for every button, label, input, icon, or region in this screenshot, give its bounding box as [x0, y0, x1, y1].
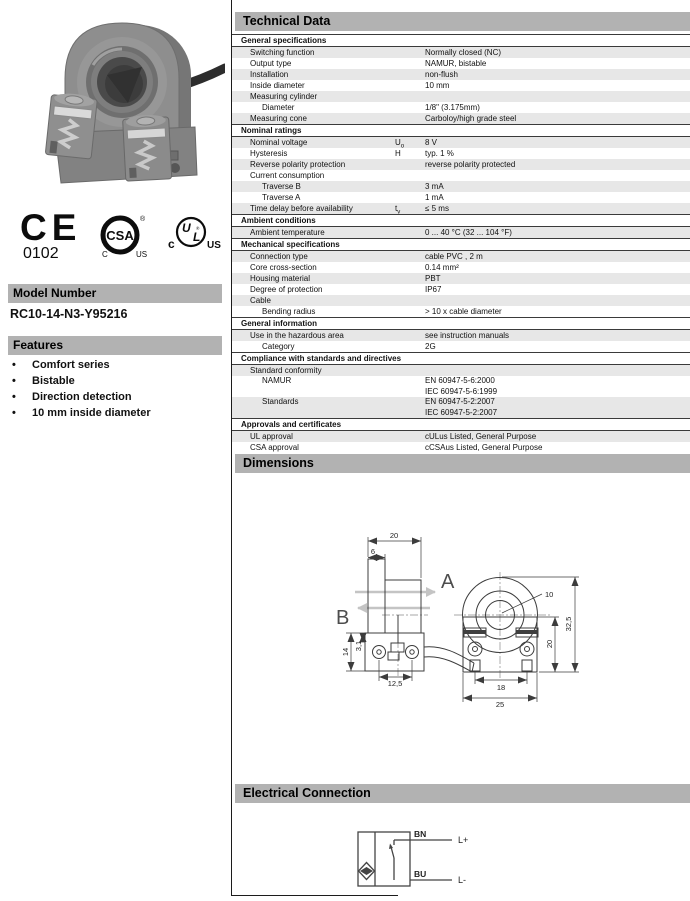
svg-text:®: ® — [140, 216, 146, 223]
spec-row — [232, 273, 690, 284]
traverse-b-label: B — [336, 607, 350, 629]
spec-label: Switching function — [250, 48, 315, 57]
spec-label: Diameter — [262, 103, 295, 112]
spec-row — [232, 306, 690, 317]
dim-base-width: 25 — [495, 700, 505, 709]
spec-label: Degree of protection — [250, 285, 323, 294]
spec-label: Measuring cylinder — [250, 92, 318, 101]
traverse-arrows — [355, 592, 435, 608]
dim-slot-height: 3,1 — [354, 640, 363, 652]
spec-symbol: H — [395, 149, 401, 158]
spec-row — [232, 431, 690, 442]
clamp-block-left — [45, 92, 97, 159]
spec-value: 10 mm — [425, 81, 450, 90]
spec-value: typ. 1 % — [425, 149, 454, 158]
dim-total-height: 32,5 — [564, 616, 573, 632]
spec-row — [232, 442, 690, 453]
spec-value: 2G — [425, 342, 436, 351]
spec-label: Measuring cone — [250, 114, 307, 123]
spec-row — [232, 102, 690, 113]
technical-data-header: Technical Data — [235, 12, 690, 31]
spec-label: Use in the hazardous area — [250, 331, 344, 340]
spec-section-header: Approvals and certificates — [232, 418, 690, 431]
spec-row — [232, 148, 690, 159]
side-view-outline — [365, 559, 474, 672]
spec-row — [232, 80, 690, 91]
svg-text:US: US — [136, 250, 148, 259]
spec-section-header: General information — [232, 317, 690, 330]
spec-row — [232, 203, 690, 214]
spec-label: Core cross-section — [250, 263, 317, 272]
spec-row — [232, 170, 690, 181]
electrical-connection-header: Electrical Connection — [235, 784, 690, 803]
spec-label: Housing material — [250, 274, 311, 283]
spec-value: reverse polarity protected — [425, 160, 516, 169]
wiring-diagram — [348, 824, 488, 899]
spec-label: Hysteresis — [250, 149, 288, 158]
spec-row — [232, 262, 690, 273]
spec-symbol: $U_o$ — [395, 138, 405, 150]
spec-label: Current consumption — [250, 171, 325, 180]
spec-row — [232, 227, 690, 238]
dimensions-header: Dimensions — [235, 454, 690, 473]
csa-logo-icon — [102, 215, 147, 259]
spec-row — [232, 251, 690, 262]
spec-section-header: Compliance with standards and directives — [232, 352, 690, 365]
dim-base-height-side: 14 — [341, 647, 350, 657]
feature-item: • 10 mm inside diameter — [10, 405, 225, 421]
features-list — [10, 357, 225, 421]
spec-label: Cable — [250, 296, 271, 305]
centerlines — [382, 572, 550, 680]
spec-label: Connection type — [250, 252, 308, 261]
spec-row — [232, 341, 690, 352]
spec-value: Normally closed (NC) — [425, 48, 502, 57]
spec-label: Ambient temperature — [250, 228, 325, 237]
spec-row — [232, 330, 690, 341]
spec-row — [232, 181, 690, 192]
svg-text:®: ® — [196, 226, 200, 231]
spec-label: CSA approval — [250, 443, 299, 452]
ul-logo-icon — [168, 218, 221, 251]
dim-screw-spacing-side: 12,5 — [387, 679, 403, 688]
spec-label: Reverse polarity protection — [250, 160, 346, 169]
spec-value: PBT — [425, 274, 441, 283]
spec-label: NAMUR — [262, 376, 292, 385]
spec-row — [232, 365, 690, 376]
ce-mark-icon: CE — [20, 207, 82, 248]
spec-row — [232, 58, 690, 69]
spec-value: 3 mA — [425, 182, 444, 191]
spec-value: see instruction manuals — [425, 331, 510, 340]
spec-label: Nominal voltage — [250, 138, 308, 147]
dimension-drawing — [232, 480, 690, 730]
wire-bn-label: BN — [414, 829, 427, 839]
wire-bu-label: BU — [414, 869, 427, 879]
certification-logos — [10, 205, 222, 267]
spec-row — [232, 376, 690, 397]
spec-label: Bending radius — [262, 307, 316, 316]
spec-label: Traverse B — [262, 182, 301, 191]
l-minus-label: L- — [458, 875, 467, 885]
spec-row — [232, 91, 690, 102]
spec-value: ≤ 5 ms — [425, 204, 449, 213]
spec-value: EN 60947-5-6:2000 IEC 60947-5-6:1999 — [425, 376, 498, 396]
spec-value: NAMUR, bistable — [425, 59, 487, 68]
feature-item: • Direction detection — [10, 389, 225, 405]
l-plus-label: L+ — [458, 835, 469, 845]
spec-section-header: Ambient conditions — [232, 214, 690, 227]
spec-value: 0.14 mm² — [425, 263, 459, 272]
spec-label: Standard conformity — [250, 366, 322, 375]
spec-value: cULus Listed, General Purpose — [425, 432, 537, 441]
spec-value: > 10 x cable diameter — [425, 307, 502, 316]
spec-label: Standards — [262, 397, 299, 406]
spec-label: Inside diameter — [250, 81, 305, 90]
spec-value: non-flush — [425, 70, 458, 79]
svg-text:L: L — [193, 230, 201, 244]
spec-value: 1/8" (3.175mm) — [425, 103, 480, 112]
traverse-a-label: A — [441, 571, 455, 593]
product-photo — [25, 5, 225, 200]
spec-row — [232, 284, 690, 295]
svg-text:U: U — [182, 221, 191, 235]
spec-symbol: $t_v$ — [395, 204, 401, 216]
spec-row — [232, 159, 690, 170]
spec-row — [232, 192, 690, 203]
sensor-symbol — [358, 832, 452, 886]
spec-value: 1 mA — [425, 193, 444, 202]
feature-item: • Comfort series — [10, 357, 225, 373]
spec-value: IP67 — [425, 285, 442, 294]
spec-label: Output type — [250, 59, 292, 68]
svg-text:c: c — [168, 237, 175, 251]
spec-row — [232, 397, 690, 418]
clamp-block-right — [122, 114, 171, 181]
model-number-header: Model Number — [8, 284, 222, 303]
spec-value: cCSAus Listed, General Purpose — [425, 443, 543, 452]
spec-label: Traverse A — [262, 193, 301, 202]
dim-ring-thickness: 6 — [370, 547, 376, 556]
ce-number: 0102 — [23, 245, 59, 262]
features-header: Features — [8, 336, 222, 355]
switch-arrow-icon — [389, 844, 393, 850]
spec-row — [232, 113, 690, 124]
spec-value: 8 V — [425, 138, 438, 147]
spec-row — [232, 295, 690, 306]
technical-table — [232, 34, 690, 453]
svg-text:US: US — [207, 240, 221, 251]
spec-value: cable PVC , 2 m — [425, 252, 483, 261]
spec-value: 0 ... 40 °C (32 ... 104 °F) — [425, 228, 512, 237]
spec-row — [232, 47, 690, 58]
dim-base-height-front: 20 — [545, 639, 554, 649]
spec-section-header: Nominal ratings — [232, 124, 690, 137]
spec-label: UL approval — [250, 432, 293, 441]
feature-item: • Bistable — [10, 373, 225, 389]
spec-section-header: Mechanical specifications — [232, 238, 690, 251]
model-number: RC10-14-N3-Y95216 — [10, 307, 128, 321]
spec-row — [232, 137, 690, 148]
dim-side-width: 20 — [389, 531, 399, 540]
spec-label: Installation — [250, 70, 289, 79]
spec-label: Time delay before availability — [250, 204, 353, 213]
spec-label: Category — [262, 342, 295, 351]
spec-section-header: General specifications — [232, 34, 690, 47]
spec-row — [232, 69, 690, 80]
svg-text:CSA: CSA — [106, 228, 134, 243]
svg-text:C: C — [102, 250, 108, 259]
spec-value: EN 60947-5-2:2007 IEC 60947-5-2:2007 — [425, 397, 498, 417]
dim-screw-spacing-front: 18 — [496, 683, 506, 692]
spec-value: Carboloy/high grade steel — [425, 114, 517, 123]
dim-inner-diameter: 10 — [545, 590, 554, 599]
